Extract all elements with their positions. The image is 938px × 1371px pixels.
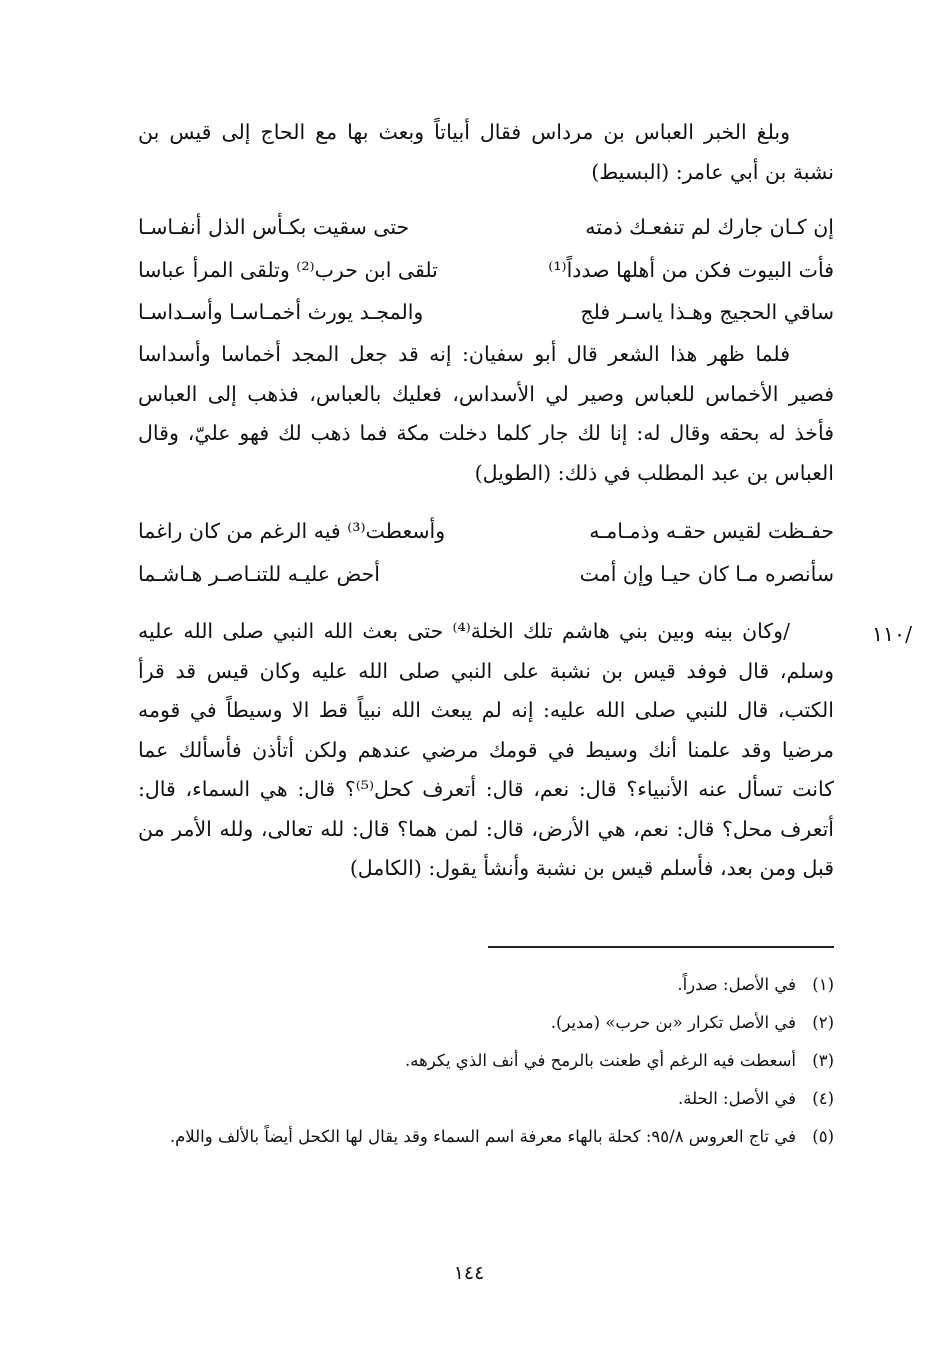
footnote-text: في الأصل: صدراً.	[677, 975, 796, 994]
footnote-number: (٤)	[812, 1089, 834, 1108]
paragraph-intro: وبلغ الخبر العباس بن مرداس فقال أبياتاً وبعث بها مع الحاج إلى قيس بن نشبة بن أبي عامر: (البسيط)	[138, 120, 834, 184]
paragraph-qays: /وكان بينه وبين بني هاشم تلك الخلة⁽⁴⁾ حتى بعث الله النبي صلى الله عليه وسلم، قال فوفد قيس بن نشبة على النبي صلى الله عليه وكان قيس قد قرأ الكتب، قال للنبي صلى الله عليه: إنه لم يبعث الله نبياً قط الا وسيطاً في قومه مرضيا وقد علمنا أنك وسيط في قومك مرضي عندهم ولكن أتأذن فأسألك عما كانت تسأل عنه الأنبياء؟ قال: نعم، قال: أتعرف كحل⁽⁵⁾؟ قال: هي السماء، قال: أتعرف محل؟ قال: نعم، هي الأرض، قال: لمن هما؟ قال: لله تعالى، ولله الأمر من قبل ومن بعد، فأسلم قيس بن نشبة وأنشأ يقول: (الكامل)	[138, 619, 834, 880]
verse-second-hemistich: حتى سقيت بكـأس الذل أنفـاسـا	[138, 215, 410, 240]
footnote	[138, 970, 834, 1000]
footnote-text: أسعطت فيه الرغم أي طعنت بالرمح في أنف الذي يكرهه.	[404, 1051, 796, 1070]
footnote-text: في تاج العروس ٩٥/٨: كحلة بالهاء معرفة اسم السماء وقد يقال لها الكحل أيضاً بالألف واللام.	[169, 1127, 796, 1146]
verse-line	[138, 206, 834, 249]
footnote	[138, 1008, 834, 1038]
footnote-text: في الأصل تكرار «بن حرب» (مدير).	[550, 1013, 796, 1032]
verse-line	[138, 510, 834, 553]
footnote-divider	[488, 946, 834, 948]
footnote	[138, 1122, 834, 1152]
footnote	[138, 1046, 834, 1076]
footnote-text: في الأصل: الحلة.	[677, 1089, 796, 1108]
verse-first-hemistich: فأت البيوت فكن من أهلها صدداً⁽¹⁾	[548, 257, 834, 282]
footnotes	[138, 970, 834, 1160]
verse-first-hemistich: حفـظت لقيس حقـه وذمـامـه	[589, 519, 834, 544]
verse-line	[138, 553, 834, 596]
verse-line	[138, 291, 834, 334]
verse-second-hemistich: تلقى ابن حرب⁽²⁾ وتلقى المرأ عباسا	[138, 257, 438, 282]
poem-tawil	[138, 510, 834, 595]
verse-first-hemistich: إن كـان جارك لم تنفعـك ذمته	[585, 215, 834, 240]
margin-page-reference: /١١٠	[872, 622, 912, 646]
paragraph-abu-sufyan: فلما ظهر هذا الشعر قال أبو سفيان: إنه قد جعل المجد أخماسا وأسداسا فصير الأخماس للعباس وصير لي الأسداس، فعليك بالعباس، فذهب إلى العباس فأخذ له بحقه وقال له: إنا لك جار كلما دخلت مكة فما ذهب لك فهو عليّ، وقال العباس بن عبد المطلب في ذلك: (الطويل)	[138, 342, 834, 485]
verse-first-hemistich: سأنصره مـا كان حيـا وإن أمت	[579, 561, 834, 586]
footnote-number: (٥)	[812, 1127, 834, 1146]
verse-second-hemistich: أحض عليـه للتنـاصـر هـاشـما	[138, 561, 380, 586]
verse-first-hemistich: ساقي الحجيج وهـذا ياسـر فلج	[580, 300, 834, 325]
verse-second-hemistich: وأسعطت⁽³⁾ فيه الرغم من كان راغما	[138, 519, 446, 544]
page-number: ١٤٤	[453, 1262, 485, 1284]
poem-basit	[138, 206, 834, 334]
footnote-number: (١)	[812, 975, 834, 994]
footnote	[138, 1084, 834, 1114]
verse-line	[138, 249, 834, 292]
footnote-number: (٢)	[812, 1013, 834, 1032]
verse-second-hemistich: والمجـد يورث أخمـاسـا وأسـداسـا	[138, 300, 424, 325]
footnote-number: (٣)	[812, 1051, 834, 1070]
